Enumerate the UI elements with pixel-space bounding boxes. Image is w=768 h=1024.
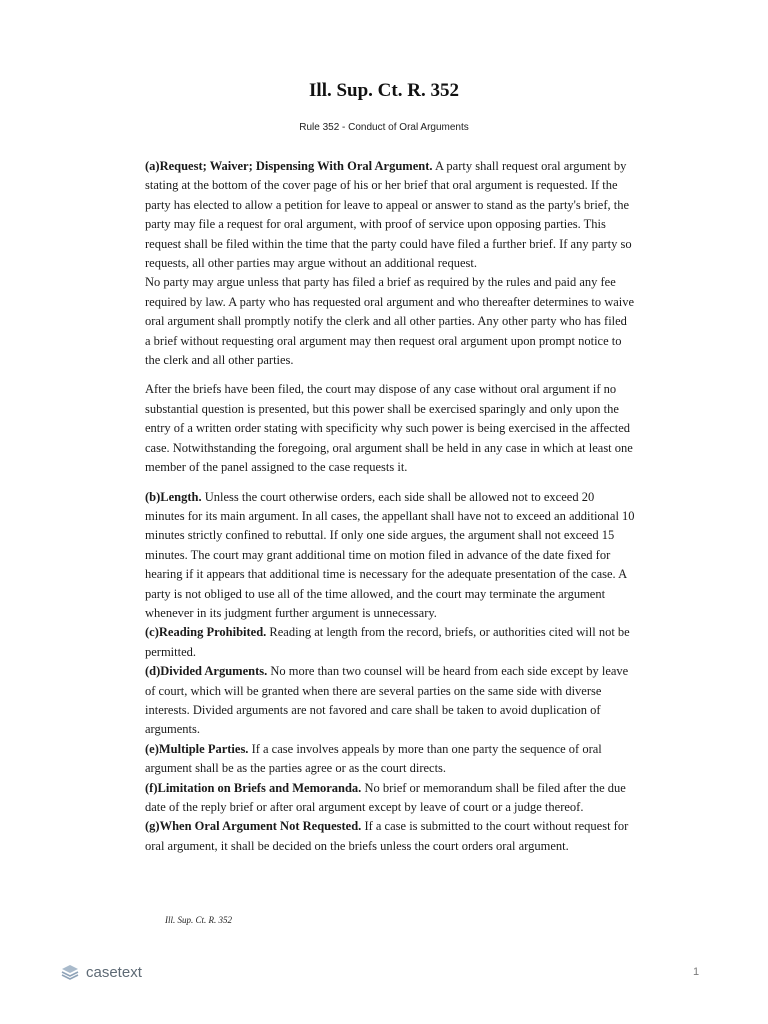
section-d: [145, 662, 635, 740]
section-f-text: No brief or memorandum shall be filed after the due date of the reply brief or after oral argument except by leave of court or a judge thereof.: [145, 780, 626, 814]
section-a-paragraph-2: No party may argue unless that party has filed a brief as required by the rules and paid any fee required by law. A party who has requested oral argument and who thereafter determines to waive oral argument shall promptly notify the clerk and all other parties. Any other party who has filed a brief without requesting oral argument may then request oral argument upon prompt notice to the clerk and all other parties.: [145, 275, 635, 368]
page-number: 1: [693, 966, 700, 978]
section-a-paragraph-3: After the briefs have been filed, the court may dispose of any case without oral argument if no substantial question is presented, but this power shall be exercised sparingly and only upon the entry of a written order stating with specificity why such power is being exercised in the affected case. Notwithstanding the foregoing, oral argument shall be held in any case in which at least one member of the panel assigned to the case requests it.: [145, 382, 633, 475]
section-c-text: Reading at length from the record, briefs, or authorities cited will not be permitted.: [145, 625, 630, 659]
section-b-text: Unless the court otherwise orders, each side shall be allowed not to exceed 20 minutes for its main argument. In all cases, the appellant shall have not to exceed an additional 10 minutes strictly confined to rebuttal. If only one side argues, the argument shall not exceed 15 minutes. The court may grant additional time on motion filed in advance of the date fixed for hearing if it appears that additional time is necessary for the adequate presentation of the case. A party is not obliged to use all of the time allowed, and the court may terminate the argument whenever in its judgment further argument is unnecessary.: [145, 489, 635, 620]
rule-body: [145, 157, 635, 856]
footer-citation: Ill. Sup. Ct. R. 352: [165, 915, 232, 925]
section-d-heading: (d)Divided Arguments.: [145, 664, 268, 679]
page-subtitle: Rule 352 - Conduct of Oral Arguments: [299, 122, 469, 133]
section-a-heading: (a)Request; Waiver; Dispensing With Oral Argument.: [145, 159, 433, 173]
section-c-heading: (c)Reading Prohibited.: [145, 625, 267, 640]
section-e: [145, 740, 635, 779]
page-title: Ill. Sup. Ct. R. 352: [309, 80, 459, 101]
section-e-heading: (e)Multiple Parties.: [145, 741, 249, 756]
casetext-brand[interactable]: [60, 962, 142, 982]
section-a-text: A party shall request oral argument by stating at the bottom of the cover page of his or her brief that oral argument is requested. If the party has elected to allow a petition for leave to appeal or answer to stand as the party's brief, the party may file a request for oral argument, with proof of service upon opposing parties. This request shall be filed within the time that the party could have filed a further brief. If any party so requests, all other parties may argue without an additional request.: [145, 159, 632, 271]
stacked-layers-icon: [60, 962, 80, 982]
section-d-text: No more than two counsel will be heard from each side except by leave of court, which will be granted when there are several parties on the same side with diverse interests. Divided arguments are not favored and care shall be taken to avoid duplication of arguments.: [145, 664, 629, 737]
brand-name: casetext: [86, 963, 142, 981]
section-e-text: If a case involves appeals by more than one party the sequence of oral argument shall be as the parties agree or as the court directs.: [145, 741, 602, 776]
section-a: [145, 157, 635, 273]
section-b: [145, 488, 635, 624]
section-g-heading: (g)When Oral Argument Not Requested.: [145, 819, 362, 834]
section-b-heading: (b)Length.: [145, 489, 202, 504]
section-c: [145, 623, 635, 662]
section-g-text: If a case is submitted to the court without request for oral argument, it shall be decided on the briefs unless the court orders oral argument.: [145, 819, 629, 853]
section-f: [145, 779, 635, 818]
section-g: [145, 817, 635, 856]
section-f-heading: (f)Limitation on Briefs and Memoranda.: [145, 780, 362, 795]
